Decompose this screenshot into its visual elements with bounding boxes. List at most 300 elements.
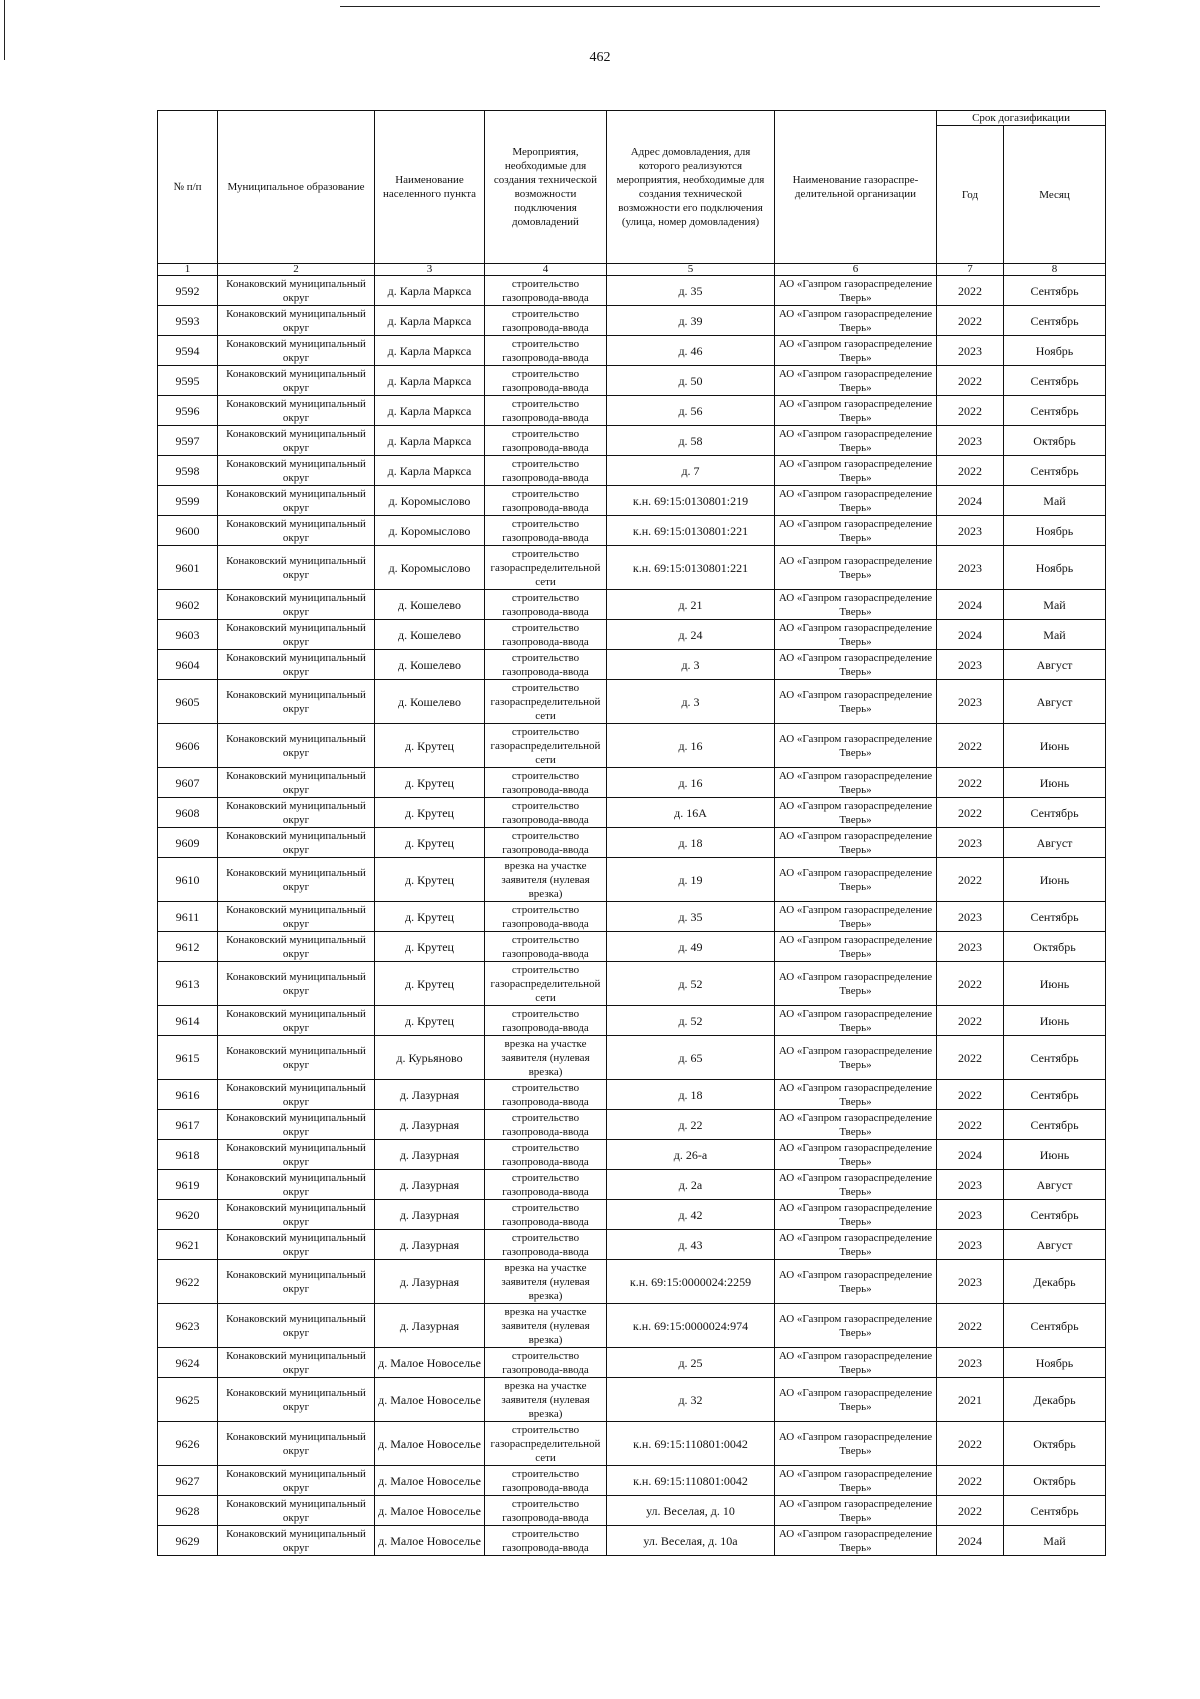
municipality-cell: Конаковский муниципальный округ [218, 486, 375, 516]
row-number-cell: 9615 [158, 1036, 218, 1080]
measure-cell: врезка на участке заявителя (нулевая врезка) [485, 1304, 607, 1348]
settlement-cell: д. Курьяново [375, 1036, 485, 1080]
table-row [158, 1140, 1106, 1170]
row-number-cell: 9626 [158, 1422, 218, 1466]
table-row [158, 1304, 1106, 1348]
month-cell: Август [1004, 1170, 1106, 1200]
table-row [158, 336, 1106, 366]
row-number-cell: 9624 [158, 1348, 218, 1378]
settlement-cell: д. Карла Маркса [375, 426, 485, 456]
settlement-cell: д. Карла Маркса [375, 396, 485, 426]
organization-cell: АО «Газпром газораспределение Тверь» [775, 1110, 937, 1140]
year-cell: 2022 [937, 724, 1004, 768]
year-cell: 2023 [937, 932, 1004, 962]
row-number-cell: 9605 [158, 680, 218, 724]
measure-cell: строительство газопровода-ввода [485, 276, 607, 306]
organization-cell: АО «Газпром газораспределение Тверь» [775, 276, 937, 306]
organization-cell: АО «Газпром газораспределение Тверь» [775, 858, 937, 902]
top-rule [340, 6, 1100, 7]
organization-cell: АО «Газпром газораспределение Тверь» [775, 366, 937, 396]
settlement-cell: д. Карла Маркса [375, 306, 485, 336]
year-cell: 2023 [937, 426, 1004, 456]
header-col-number: № п/п [158, 111, 218, 264]
measure-cell: строительство газопровода-ввода [485, 1496, 607, 1526]
row-number-cell: 9612 [158, 932, 218, 962]
table-row [158, 1200, 1106, 1230]
municipality-cell: Конаковский муниципальный округ [218, 336, 375, 366]
year-cell: 2022 [937, 396, 1004, 426]
row-number-cell: 9609 [158, 828, 218, 858]
settlement-cell: д. Крутец [375, 724, 485, 768]
measure-cell: строительство газопровода-ввода [485, 1080, 607, 1110]
address-cell: д. 26-а [607, 1140, 775, 1170]
header-col-year: Год [937, 126, 1004, 264]
organization-cell: АО «Газпром газораспределение Тверь» [775, 516, 937, 546]
row-number-cell: 9620 [158, 1200, 218, 1230]
month-cell: Сентябрь [1004, 456, 1106, 486]
header-col-municipality: Муниципальное образование [218, 111, 375, 264]
table-row [158, 516, 1106, 546]
organization-cell: АО «Газпром газораспределение Тверь» [775, 1230, 937, 1260]
row-number-cell: 9594 [158, 336, 218, 366]
municipality-cell: Конаковский муниципальный округ [218, 650, 375, 680]
month-cell: Август [1004, 828, 1106, 858]
table-row [158, 858, 1106, 902]
address-cell: д. 19 [607, 858, 775, 902]
year-cell: 2022 [937, 366, 1004, 396]
header-col-organization: Наименование газораспре-делительной организации [775, 111, 937, 264]
settlement-cell: д. Кошелево [375, 680, 485, 724]
address-cell: д. 24 [607, 620, 775, 650]
row-number-cell: 9596 [158, 396, 218, 426]
month-cell: Сентябрь [1004, 1496, 1106, 1526]
municipality-cell: Конаковский муниципальный округ [218, 590, 375, 620]
month-cell: Сентябрь [1004, 902, 1106, 932]
organization-cell: АО «Газпром газораспределение Тверь» [775, 962, 937, 1006]
column-number: 5 [607, 264, 775, 276]
organization-cell: АО «Газпром газораспределение Тверь» [775, 1080, 937, 1110]
table-row [158, 902, 1106, 932]
column-number: 7 [937, 264, 1004, 276]
row-number-cell: 9598 [158, 456, 218, 486]
row-number-cell: 9621 [158, 1230, 218, 1260]
table-row [158, 590, 1106, 620]
header-row-top [158, 111, 1106, 126]
measure-cell: врезка на участке заявителя (нулевая врезка) [485, 1260, 607, 1304]
table-row [158, 486, 1106, 516]
settlement-cell: д. Крутец [375, 768, 485, 798]
organization-cell: АО «Газпром газораспределение Тверь» [775, 456, 937, 486]
municipality-cell: Конаковский муниципальный округ [218, 1526, 375, 1556]
municipality-cell: Конаковский муниципальный округ [218, 858, 375, 902]
municipality-cell: Конаковский муниципальный округ [218, 546, 375, 590]
table-row [158, 798, 1106, 828]
organization-cell: АО «Газпром газораспределение Тверь» [775, 768, 937, 798]
month-cell: Ноябрь [1004, 336, 1106, 366]
row-number-cell: 9618 [158, 1140, 218, 1170]
month-cell: Сентябрь [1004, 1110, 1106, 1140]
measure-cell: строительство газораспределительной сети [485, 962, 607, 1006]
year-cell: 2022 [937, 1304, 1004, 1348]
row-number-cell: 9600 [158, 516, 218, 546]
table-row [158, 366, 1106, 396]
municipality-cell: Конаковский муниципальный округ [218, 1304, 375, 1348]
month-cell: Октябрь [1004, 1466, 1106, 1496]
organization-cell: АО «Газпром газораспределение Тверь» [775, 1526, 937, 1556]
row-number-cell: 9597 [158, 426, 218, 456]
settlement-cell: д. Лазурная [375, 1230, 485, 1260]
address-cell: д. 7 [607, 456, 775, 486]
measure-cell: строительство газопровода-ввода [485, 1140, 607, 1170]
row-number-cell: 9608 [158, 798, 218, 828]
organization-cell: АО «Газпром газораспределение Тверь» [775, 680, 937, 724]
month-cell: Сентябрь [1004, 396, 1106, 426]
year-cell: 2022 [937, 1006, 1004, 1036]
municipality-cell: Конаковский муниципальный округ [218, 366, 375, 396]
settlement-cell: д. Крутец [375, 858, 485, 902]
row-number-cell: 9611 [158, 902, 218, 932]
month-cell: Сентябрь [1004, 1080, 1106, 1110]
month-cell: Май [1004, 486, 1106, 516]
organization-cell: АО «Газпром газораспределение Тверь» [775, 1304, 937, 1348]
settlement-cell: д. Лазурная [375, 1170, 485, 1200]
year-cell: 2022 [937, 1496, 1004, 1526]
table-row [158, 1526, 1106, 1556]
table-row [158, 1348, 1106, 1378]
column-number: 1 [158, 264, 218, 276]
row-number-cell: 9625 [158, 1378, 218, 1422]
row-number-cell: 9602 [158, 590, 218, 620]
gasification-table [157, 110, 1106, 1556]
address-cell: д. 2а [607, 1170, 775, 1200]
address-cell: д. 58 [607, 426, 775, 456]
organization-cell: АО «Газпром газораспределение Тверь» [775, 650, 937, 680]
year-cell: 2021 [937, 1378, 1004, 1422]
month-cell: Май [1004, 620, 1106, 650]
settlement-cell: д. Карла Маркса [375, 366, 485, 396]
organization-cell: АО «Газпром газораспределение Тверь» [775, 1260, 937, 1304]
header-col-measures: Мероприятия, необходимые для создания технической возможности подключения домовладений [485, 111, 607, 264]
year-cell: 2022 [937, 768, 1004, 798]
column-number: 3 [375, 264, 485, 276]
measure-cell: врезка на участке заявителя (нулевая врезка) [485, 1036, 607, 1080]
row-number-cell: 9610 [158, 858, 218, 902]
table-row [158, 1496, 1106, 1526]
organization-cell: АО «Газпром газораспределение Тверь» [775, 590, 937, 620]
settlement-cell: д. Малое Новоселье [375, 1496, 485, 1526]
measure-cell: строительство газопровода-ввода [485, 306, 607, 336]
month-cell: Сентябрь [1004, 306, 1106, 336]
row-number-cell: 9607 [158, 768, 218, 798]
settlement-cell: д. Коромыслово [375, 546, 485, 590]
municipality-cell: Конаковский муниципальный округ [218, 456, 375, 486]
measure-cell: строительство газораспределительной сети [485, 546, 607, 590]
table-row [158, 306, 1106, 336]
address-cell: д. 18 [607, 1080, 775, 1110]
row-number-cell: 9603 [158, 620, 218, 650]
address-cell: д. 18 [607, 828, 775, 858]
organization-cell: АО «Газпром газораспределение Тверь» [775, 798, 937, 828]
month-cell: Сентябрь [1004, 1200, 1106, 1230]
municipality-cell: Конаковский муниципальный округ [218, 1200, 375, 1230]
organization-cell: АО «Газпром газораспределение Тверь» [775, 1348, 937, 1378]
month-cell: Ноябрь [1004, 1348, 1106, 1378]
table-row [158, 962, 1106, 1006]
settlement-cell: д. Кошелево [375, 590, 485, 620]
month-cell: Июнь [1004, 768, 1106, 798]
organization-cell: АО «Газпром газораспределение Тверь» [775, 1422, 937, 1466]
settlement-cell: д. Крутец [375, 962, 485, 1006]
municipality-cell: Конаковский муниципальный округ [218, 306, 375, 336]
year-cell: 2022 [937, 306, 1004, 336]
row-number-cell: 9599 [158, 486, 218, 516]
table-row [158, 620, 1106, 650]
measure-cell: строительство газопровода-ввода [485, 1200, 607, 1230]
municipality-cell: Конаковский муниципальный округ [218, 1496, 375, 1526]
month-cell: Август [1004, 680, 1106, 724]
measure-cell: строительство газопровода-ввода [485, 932, 607, 962]
municipality-cell: Конаковский муниципальный округ [218, 828, 375, 858]
address-cell: д. 32 [607, 1378, 775, 1422]
month-cell: Декабрь [1004, 1260, 1106, 1304]
settlement-cell: д. Карла Маркса [375, 276, 485, 306]
year-cell: 2023 [937, 336, 1004, 366]
table-row [158, 426, 1106, 456]
measure-cell: строительство газопровода-ввода [485, 1170, 607, 1200]
year-cell: 2023 [937, 680, 1004, 724]
row-number-cell: 9601 [158, 546, 218, 590]
year-cell: 2022 [937, 1080, 1004, 1110]
organization-cell: АО «Газпром газораспределение Тверь» [775, 426, 937, 456]
address-cell: д. 25 [607, 1348, 775, 1378]
address-cell: д. 50 [607, 366, 775, 396]
measure-cell: врезка на участке заявителя (нулевая врезка) [485, 1378, 607, 1422]
municipality-cell: Конаковский муниципальный округ [218, 768, 375, 798]
municipality-cell: Конаковский муниципальный округ [218, 962, 375, 1006]
settlement-cell: д. Коромыслово [375, 486, 485, 516]
table-row [158, 546, 1106, 590]
measure-cell: строительство газопровода-ввода [485, 516, 607, 546]
year-cell: 2023 [937, 1170, 1004, 1200]
year-cell: 2023 [937, 650, 1004, 680]
settlement-cell: д. Малое Новоселье [375, 1526, 485, 1556]
measure-cell: строительство газопровода-ввода [485, 1110, 607, 1140]
table-row [158, 650, 1106, 680]
municipality-cell: Конаковский муниципальный округ [218, 276, 375, 306]
year-cell: 2023 [937, 1348, 1004, 1378]
table-row [158, 456, 1106, 486]
table-row [158, 396, 1106, 426]
month-cell: Май [1004, 1526, 1106, 1556]
address-cell: д. 42 [607, 1200, 775, 1230]
measure-cell: строительство газопровода-ввода [485, 366, 607, 396]
table-row [158, 1006, 1106, 1036]
organization-cell: АО «Газпром газораспределение Тверь» [775, 902, 937, 932]
measure-cell: строительство газопровода-ввода [485, 768, 607, 798]
table-row [158, 1170, 1106, 1200]
address-cell: к.н. 69:15:0130801:219 [607, 486, 775, 516]
year-cell: 2022 [937, 1036, 1004, 1080]
month-cell: Сентябрь [1004, 366, 1106, 396]
year-cell: 2023 [937, 546, 1004, 590]
measure-cell: строительство газораспределительной сети [485, 680, 607, 724]
year-cell: 2022 [937, 276, 1004, 306]
organization-cell: АО «Газпром газораспределение Тверь» [775, 724, 937, 768]
month-cell: Сентябрь [1004, 1304, 1106, 1348]
settlement-cell: д. Крутец [375, 932, 485, 962]
year-cell: 2022 [937, 456, 1004, 486]
row-number-cell: 9616 [158, 1080, 218, 1110]
row-number-cell: 9619 [158, 1170, 218, 1200]
municipality-cell: Конаковский муниципальный округ [218, 1348, 375, 1378]
address-cell: д. 39 [607, 306, 775, 336]
address-cell: к.н. 69:15:0130801:221 [607, 546, 775, 590]
row-number-cell: 9623 [158, 1304, 218, 1348]
year-cell: 2023 [937, 1260, 1004, 1304]
month-cell: Ноябрь [1004, 546, 1106, 590]
month-cell: Октябрь [1004, 1422, 1106, 1466]
year-cell: 2023 [937, 902, 1004, 932]
address-cell: д. 3 [607, 680, 775, 724]
row-number-cell: 9617 [158, 1110, 218, 1140]
address-cell: д. 35 [607, 276, 775, 306]
settlement-cell: д. Коромыслово [375, 516, 485, 546]
year-cell: 2022 [937, 798, 1004, 828]
table-row [158, 1378, 1106, 1422]
table-row [158, 680, 1106, 724]
settlement-cell: д. Крутец [375, 1006, 485, 1036]
header-gasification-term: Срок догазификации [937, 111, 1106, 126]
row-number-cell: 9606 [158, 724, 218, 768]
year-cell: 2024 [937, 620, 1004, 650]
address-cell: д. 65 [607, 1036, 775, 1080]
measure-cell: строительство газопровода-ввода [485, 486, 607, 516]
month-cell: Ноябрь [1004, 516, 1106, 546]
address-cell: к.н. 69:15:0130801:221 [607, 516, 775, 546]
address-cell: д. 49 [607, 932, 775, 962]
municipality-cell: Конаковский муниципальный округ [218, 516, 375, 546]
municipality-cell: Конаковский муниципальный округ [218, 426, 375, 456]
measure-cell: строительство газопровода-ввода [485, 1230, 607, 1260]
measure-cell: строительство газопровода-ввода [485, 1526, 607, 1556]
settlement-cell: д. Лазурная [375, 1260, 485, 1304]
year-cell: 2024 [937, 590, 1004, 620]
municipality-cell: Конаковский муниципальный округ [218, 1080, 375, 1110]
row-number-cell: 9627 [158, 1466, 218, 1496]
municipality-cell: Конаковский муниципальный округ [218, 1260, 375, 1304]
organization-cell: АО «Газпром газораспределение Тверь» [775, 336, 937, 366]
measure-cell: врезка на участке заявителя (нулевая врезка) [485, 858, 607, 902]
table-body [158, 276, 1106, 1556]
settlement-cell: д. Крутец [375, 902, 485, 932]
municipality-cell: Конаковский муниципальный округ [218, 1036, 375, 1080]
organization-cell: АО «Газпром газораспределение Тверь» [775, 486, 937, 516]
settlement-cell: д. Крутец [375, 828, 485, 858]
organization-cell: АО «Газпром газораспределение Тверь» [775, 1496, 937, 1526]
settlement-cell: д. Малое Новоселье [375, 1348, 485, 1378]
settlement-cell: д. Малое Новоселье [375, 1422, 485, 1466]
table-row [158, 1080, 1106, 1110]
measure-cell: строительство газопровода-ввода [485, 590, 607, 620]
year-cell: 2023 [937, 828, 1004, 858]
municipality-cell: Конаковский муниципальный округ [218, 724, 375, 768]
organization-cell: АО «Газпром газораспределение Тверь» [775, 1036, 937, 1080]
measure-cell: строительство газопровода-ввода [485, 1466, 607, 1496]
settlement-cell: д. Лазурная [375, 1080, 485, 1110]
month-cell: Июнь [1004, 858, 1106, 902]
row-number-cell: 9613 [158, 962, 218, 1006]
header-col-settlement: Наименование населенного пункта [375, 111, 485, 264]
measure-cell: строительство газопровода-ввода [485, 828, 607, 858]
year-cell: 2023 [937, 1230, 1004, 1260]
month-cell: Октябрь [1004, 932, 1106, 962]
month-cell: Июнь [1004, 724, 1106, 768]
address-cell: ул. Веселая, д. 10а [607, 1526, 775, 1556]
row-number-cell: 9622 [158, 1260, 218, 1304]
year-cell: 2022 [937, 1110, 1004, 1140]
header-col-address: Адрес домовладения, для которого реализуются мероприятия, необходимые для создания технической возможности его подключения (улица, номер домовладения) [607, 111, 775, 264]
measure-cell: строительство газопровода-ввода [485, 336, 607, 366]
year-cell: 2022 [937, 858, 1004, 902]
measure-cell: строительство газопровода-ввода [485, 798, 607, 828]
column-number: 8 [1004, 264, 1106, 276]
organization-cell: АО «Газпром газораспределение Тверь» [775, 1006, 937, 1036]
address-cell: д. 3 [607, 650, 775, 680]
organization-cell: АО «Газпром газораспределение Тверь» [775, 546, 937, 590]
table-row [158, 932, 1106, 962]
organization-cell: АО «Газпром газораспределение Тверь» [775, 620, 937, 650]
address-cell: ул. Веселая, д. 10 [607, 1496, 775, 1526]
address-cell: д. 56 [607, 396, 775, 426]
measure-cell: строительство газопровода-ввода [485, 456, 607, 486]
organization-cell: АО «Газпром газораспределение Тверь» [775, 1378, 937, 1422]
table-row [158, 1036, 1106, 1080]
column-number: 2 [218, 264, 375, 276]
address-cell: д. 46 [607, 336, 775, 366]
address-cell: к.н. 69:15:0000024:2259 [607, 1260, 775, 1304]
year-cell: 2023 [937, 1200, 1004, 1230]
settlement-cell: д. Крутец [375, 798, 485, 828]
municipality-cell: Конаковский муниципальный округ [218, 798, 375, 828]
settlement-cell: д. Карла Маркса [375, 336, 485, 366]
address-cell: д. 43 [607, 1230, 775, 1260]
municipality-cell: Конаковский муниципальный округ [218, 680, 375, 724]
month-cell: Август [1004, 1230, 1106, 1260]
year-cell: 2024 [937, 1140, 1004, 1170]
month-cell: Июнь [1004, 1140, 1106, 1170]
address-cell: к.н. 69:15:0000024:974 [607, 1304, 775, 1348]
organization-cell: АО «Газпром газораспределение Тверь» [775, 1170, 937, 1200]
municipality-cell: Конаковский муниципальный округ [218, 396, 375, 426]
settlement-cell: д. Лазурная [375, 1140, 485, 1170]
address-cell: к.н. 69:15:110801:0042 [607, 1466, 775, 1496]
settlement-cell: д. Кошелево [375, 620, 485, 650]
month-cell: Май [1004, 590, 1106, 620]
settlement-cell: д. Лазурная [375, 1110, 485, 1140]
municipality-cell: Конаковский муниципальный округ [218, 1466, 375, 1496]
settlement-cell: д. Кошелево [375, 650, 485, 680]
column-number: 6 [775, 264, 937, 276]
measure-cell: строительство газопровода-ввода [485, 620, 607, 650]
organization-cell: АО «Газпром газораспределение Тверь» [775, 932, 937, 962]
address-cell: д. 21 [607, 590, 775, 620]
measure-cell: строительство газопровода-ввода [485, 902, 607, 932]
page-number: 462 [589, 50, 611, 65]
column-numbers-row [158, 264, 1106, 276]
organization-cell: АО «Газпром газораспределение Тверь» [775, 1466, 937, 1496]
table-row [158, 724, 1106, 768]
address-cell: д. 52 [607, 962, 775, 1006]
